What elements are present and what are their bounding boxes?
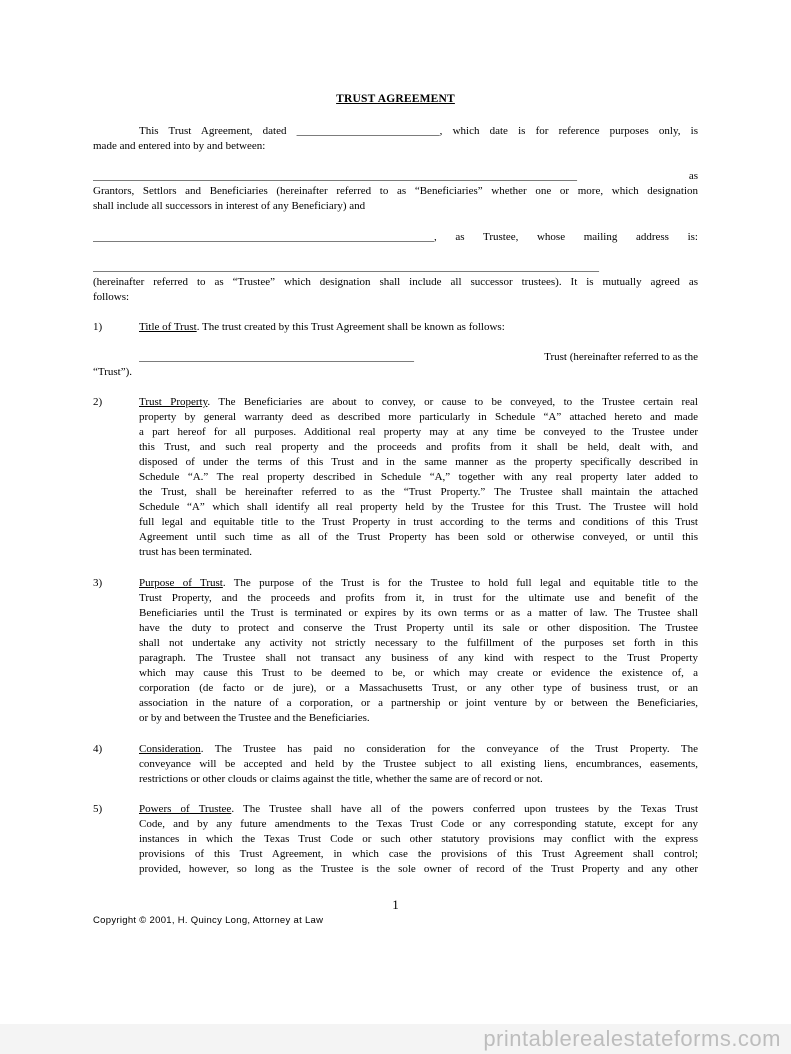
section-heading: Powers of Trustee [139,803,232,815]
section-text: Schedule “A” which shall identify all real property held by the Trustee for this Trust. The Trustee will hold [139,501,698,513]
section-text: Beneficiaries until the Trust is terminated or expires by its own terms or as a matter of law. The Trustee shall [139,607,698,619]
section-text: or by and between the Trustee and the Beneficiaries. [139,712,370,724]
section-powers-of-trustee [139,802,698,877]
section-consideration [139,742,698,787]
section-number: 5) [93,803,103,815]
section-text: restrictions or other clouds or claims against the title, whether the same are of record or not. [139,773,543,785]
section-text: instances in which the Texas Trust Code or such other statutory provisions may conflict with the express [139,833,698,845]
section-heading: Trust Property [139,396,208,408]
section-text: full legal and equitable title to the Trust Property in trust according to the terms and conditions of this Trust [139,516,698,528]
section-heading: Consideration [139,743,201,755]
section-text: property by general warranty deed as described more particularly in Schedule “A” attached hereto and made [139,411,698,423]
section-text: . The trust created by this Trust Agreement shall be known as follows: [196,321,505,333]
section-title-of-trust [139,320,698,335]
section-trust-property [139,395,698,560]
section-text: . The Beneficiaries are about to convey, or cause to be conveyed, to the Trustee certain real [207,396,698,408]
address-paragraph [93,260,698,305]
section-text: Code, and by any future amendments to the Texas Trust Code or any corresponding statute, except for any [139,818,698,830]
document-title: TRUST AGREEMENT [336,93,455,105]
trustee-paragraph [93,230,698,245]
section-text: paragraph. The Trustee shall not transact any business of any kind with respect to the Trust Property [139,652,698,664]
section-number: 4) [93,743,103,755]
grantor-paragraph [93,169,698,214]
section-number: 2) [93,396,103,408]
grantor-as: as [688,170,698,182]
section-text: this Trust, and such real property and the proceeds and profits from it shall be held, dealt with, and [139,441,698,453]
intro-line: made and entered into by and between: [93,140,266,152]
section-text: . The purpose of the Trust is for the Trustee to hold full legal and equitable title to the [222,577,698,589]
intro-line: This Trust Agreement, dated __________________________, which date is for reference purposes only, is [139,125,698,137]
section-text: Trust Property, and the proceeds and profits from it, in trust for the ultimate use and benefit of the [139,592,698,604]
hereinafter-line: follows: [93,291,130,303]
section-number: 1) [93,321,103,333]
intro-paragraph [93,124,698,154]
section-text: trust has been terminated. [139,546,253,558]
trust-name-line [139,350,698,365]
trust-name-rest: Trust (hereinafter referred to as the [544,351,698,363]
site-watermark: printablerealestateforms.com [483,1026,781,1051]
section-text: the Trust, shall be hereinafter referred to as the “Trust Property.” The Trustee shall maintain the attached [139,486,698,498]
section-text: disposed of under the terms of this Trust and in the same manner as the property specifically described in [139,456,698,468]
copyright-notice: Copyright © 2001, H. Quincy Long, Attorney at Law [93,915,324,926]
trustee-line: ______________________________________________________________, as Trustee, whose mailing address is: [93,231,698,243]
section-text: provisions of this Trust Agreement, in which case the provisions of this Trust Agreement shall control; [139,848,698,860]
section-text: provided, however, so long as the Trustee is the sole owner of record of the Trust Property and any other [139,863,698,875]
hereinafter-line: (hereinafter referred to as “Trustee” which designation shall include all successor trustees). It is mutually agreed as [93,276,698,288]
section-text: Schedule “A.” The real property described in Schedule “A,” together with any real property later added to [139,471,698,483]
section-purpose-of-trust [139,576,698,726]
page-number: 1 [392,897,399,912]
grantor-line: shall include all successors in interest of any Beneficiary) and [93,200,366,212]
section-number: 3) [93,577,103,589]
trust-name-text: “Trust”). [93,366,133,378]
section-text: . The Trustee shall have all of the powers conferred upon trustees by the Texas Trust [231,803,698,815]
grantor-blank: ________________________________________________________________________________________ [93,170,577,182]
trust-name-blank: __________________________________________________ [139,351,414,363]
section-text: shall not undertake any activity not strictly necessary to the fulfillment of the purposes set forth in this [139,637,698,649]
section-heading: Title of Trust [139,321,197,333]
grantor-line: Grantors, Settlors and Beneficiaries (hereinafter referred to as “Beneficiaries” whether one or more, which designation [93,185,698,197]
section-text: a part hereof for all purposes. Additional real property may at any time be conveyed to the Trustee under [139,426,698,438]
section-text: which may cause this Trust to be deemed to be, or which may create or evidence the existence of, a [139,667,698,679]
section-text: corporation (de facto or de jure), or a Massachusetts Trust, or any other type of business trust, or an [139,682,698,694]
section-heading: Purpose of Trust [139,577,223,589]
section-text: . The Trustee has paid no consideration for the conveyance of the Trust Property. The [200,743,698,755]
section-text: association in the nature of a corporation, or a partnership or joint venture by or between the Beneficiaries, [139,697,698,709]
section-text: have the duty to protect and conserve the Trust Property until its sale or other disposition. The Trustee [139,622,698,634]
section-text: Agreement until such time as all of the Trust Property has been sold or otherwise conveyed, or until this [139,531,698,543]
address-blank: ____________________________________________________________________________________________ [93,261,599,273]
section-text: conveyance will be accepted and held by the Trustee subject to all existing liens, encumbrances, easements, [139,758,698,770]
trust-name-line2 [93,365,698,380]
